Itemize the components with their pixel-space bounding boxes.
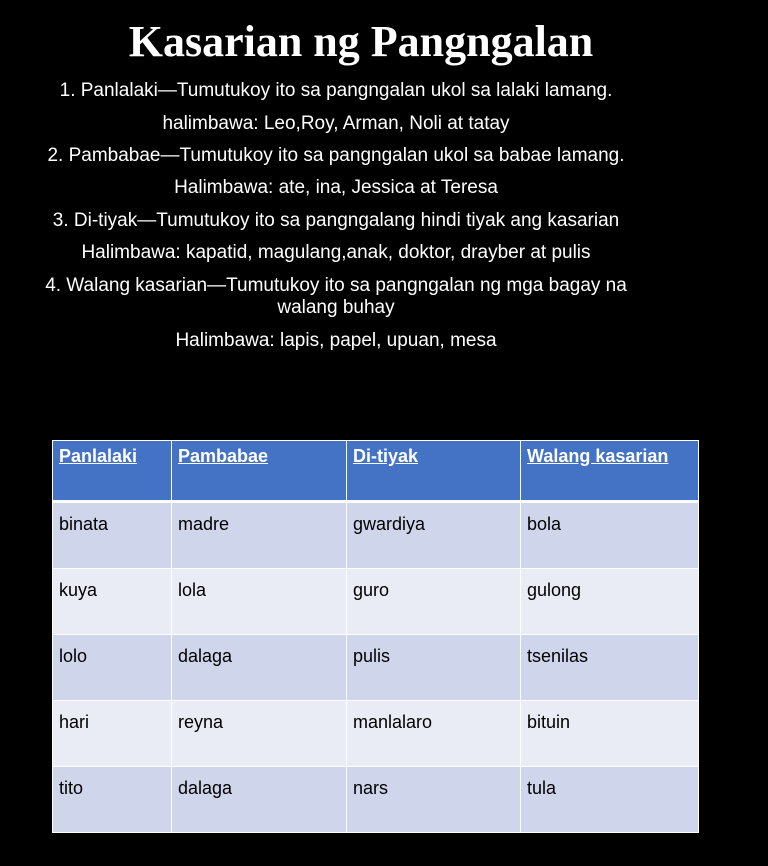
header-walang-kasarian: Walang kasarian	[521, 441, 699, 502]
table-cell: binata	[53, 502, 172, 569]
table-cell: bola	[521, 502, 699, 569]
slide-title: Kasarian ng Pangngalan	[128, 17, 594, 66]
table-cell: tsenilas	[521, 635, 699, 701]
table-cell: bituin	[521, 701, 699, 767]
item-walang-kasarian-cont: walang buhay	[277, 297, 395, 318]
table-row	[53, 767, 699, 833]
item-walang-kasarian: 4. Walang kasarian—Tumutukoy ito sa pangngalan ng mga bagay na	[45, 275, 627, 296]
example-panlalaki: halimbawa: Leo,Roy, Arman, Noli at tatay	[162, 113, 510, 134]
table-cell: gwardiya	[347, 502, 521, 569]
header-pambabae: Pambabae	[172, 441, 347, 502]
table-cell: manlalaro	[347, 701, 521, 767]
example-di-tiyak: Halimbawa: kapatid, magulang,anak, doktor, drayber at pulis	[81, 242, 591, 263]
kasarian-table	[52, 440, 699, 833]
table-row	[53, 635, 699, 701]
table-cell: reyna	[172, 701, 347, 767]
table-cell: hari	[53, 701, 172, 767]
table-cell: nars	[347, 767, 521, 833]
item-di-tiyak: 3. Di-tiyak—Tumutukoy ito sa pangngalang hindi tiyak ang kasarian	[52, 210, 620, 231]
item-pambabae: 2. Pambabae—Tumutukoy ito sa pangngalan ukol sa babae lamang.	[47, 145, 625, 166]
table-cell: guro	[347, 569, 521, 635]
table-row	[53, 502, 699, 569]
table-cell: kuya	[53, 569, 172, 635]
example-pambabae: Halimbawa: ate, ina, Jessica at Teresa	[174, 177, 498, 198]
table-cell: dalaga	[172, 635, 347, 701]
header-di-tiyak: Di-tiyak	[347, 441, 521, 502]
item-panlalaki: 1. Panlalaki—Tumutukoy ito sa pangngalan ukol sa lalaki lamang.	[59, 80, 613, 101]
table-row	[53, 569, 699, 635]
header-panlalaki: Panlalaki	[53, 441, 172, 502]
table-cell: pulis	[347, 635, 521, 701]
table-cell: lola	[172, 569, 347, 635]
table-cell: lolo	[53, 635, 172, 701]
example-walang-kasarian: Halimbawa: lapis, papel, upuan, mesa	[175, 330, 497, 351]
table-cell: dalaga	[172, 767, 347, 833]
table-cell: tula	[521, 767, 699, 833]
table-cell: madre	[172, 502, 347, 569]
table-cell: gulong	[521, 569, 699, 635]
table-cell: tito	[53, 767, 172, 833]
table-header-row	[53, 441, 699, 502]
table-row	[53, 701, 699, 767]
